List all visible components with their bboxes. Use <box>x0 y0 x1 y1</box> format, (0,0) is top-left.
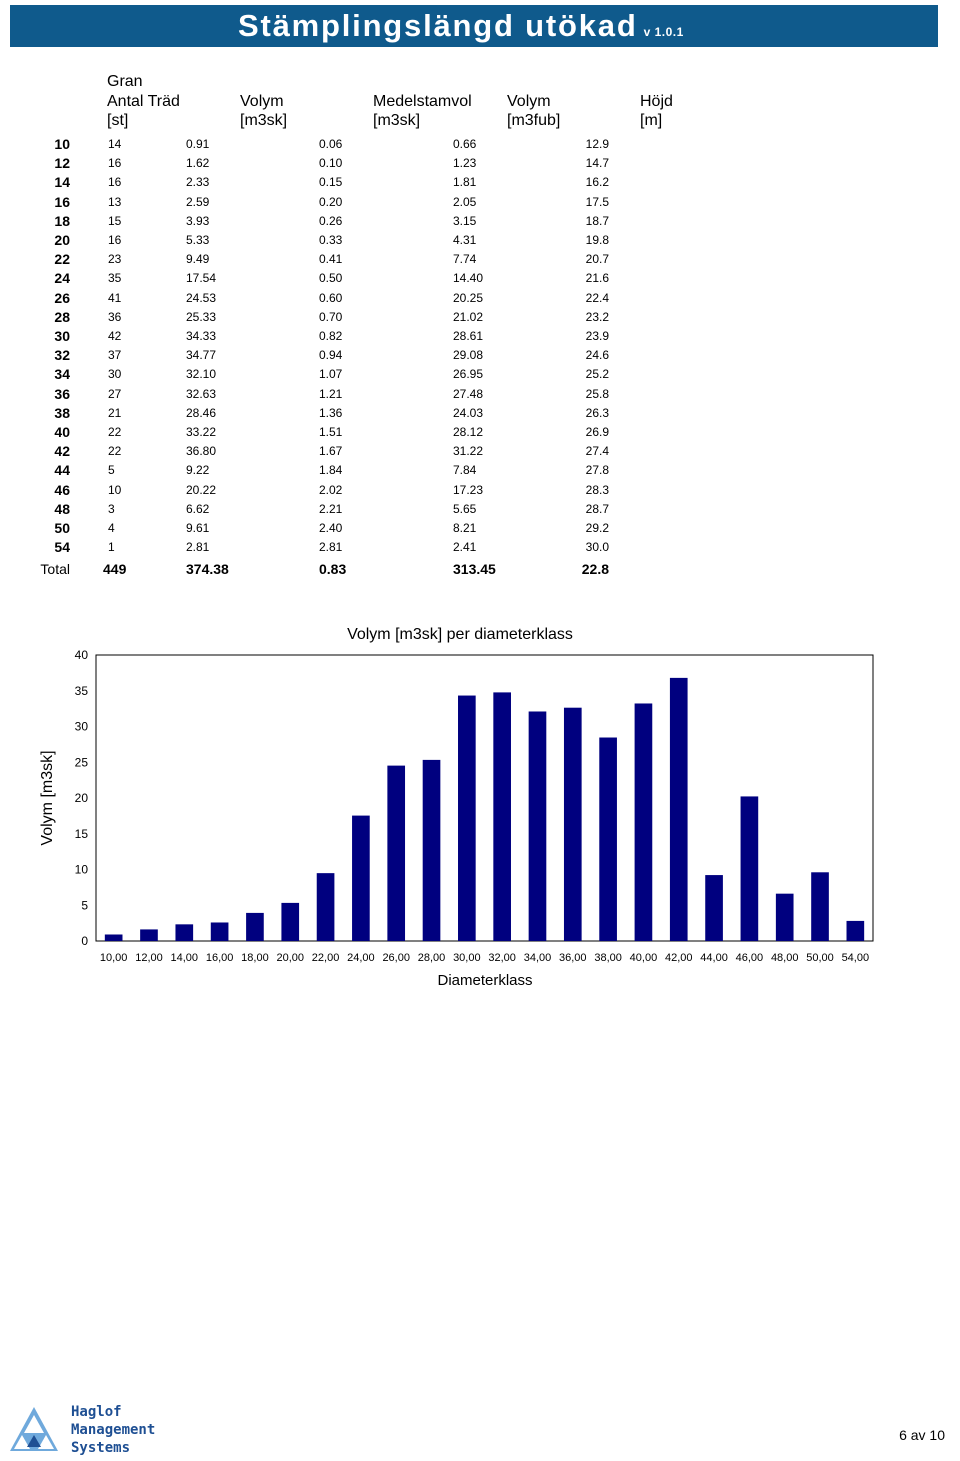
bar-22-00 <box>317 873 335 941</box>
volym-cell: 1.62 <box>186 156 210 171</box>
table-row <box>30 289 609 308</box>
brand-line-1: Haglof <box>71 1404 122 1420</box>
medelstamvol-cell: 0.82 <box>319 329 343 344</box>
volym-cell: 2.81 <box>186 540 210 555</box>
y-tick-label: 30 <box>74 719 88 734</box>
volym-fub-cell: 29.08 <box>453 348 484 363</box>
volym-cell: 32.63 <box>186 386 217 401</box>
volym-cell: 3.93 <box>186 213 210 228</box>
col-unit-hojd: [m] <box>640 112 663 129</box>
diameter-cell: 14 <box>54 174 70 191</box>
bar-14-00 <box>175 924 193 941</box>
table-row <box>30 154 609 173</box>
bar-28-00 <box>423 760 441 941</box>
volym-cell: 24.53 <box>186 290 217 305</box>
col-header-hojd: Höjd <box>640 93 673 110</box>
antal-cell: 16 <box>108 156 122 171</box>
diameter-cell: 44 <box>54 462 70 479</box>
chart-title: Volym [m3sk] per diameterklass <box>347 626 573 643</box>
hojd-cell: 24.6 <box>585 348 609 363</box>
diameter-cell: 24 <box>54 270 70 287</box>
medelstamvol-cell: 1.21 <box>319 386 343 401</box>
medelstamvol-cell: 2.21 <box>319 501 343 516</box>
brand-name <box>71 1403 155 1457</box>
hojd-cell: 16.2 <box>585 175 609 190</box>
antal-cell: 21 <box>108 405 122 420</box>
col-unit-volym: [m3sk] <box>240 112 288 129</box>
volym-cell: 6.62 <box>186 501 210 516</box>
hojd-cell: 23.9 <box>585 329 609 344</box>
medelstamvol-cell: 2.02 <box>319 482 343 497</box>
volym-cell: 9.61 <box>186 521 210 536</box>
data-table <box>30 135 609 581</box>
bar-10-00 <box>105 934 123 941</box>
x-tick-label: 48,00 <box>770 952 799 964</box>
x-tick-label: 16,00 <box>205 952 234 964</box>
bar-36-00 <box>564 708 582 941</box>
table-row <box>30 404 609 423</box>
medelstamvol-cell: 0.94 <box>319 348 343 363</box>
x-tick-label: 28,00 <box>417 952 446 964</box>
col-header-medelstamvol: Medelstamvol <box>373 93 472 110</box>
volym-fub-cell: 1.81 <box>453 175 477 190</box>
antal-cell: 4 <box>108 521 115 536</box>
hojd-cell: 14.7 <box>585 156 609 171</box>
hojd-cell: 25.8 <box>585 386 609 401</box>
volume-chart <box>0 615 960 995</box>
x-tick-label: 14,00 <box>170 952 199 964</box>
bar-48-00 <box>776 894 794 941</box>
volym-cell: 9.22 <box>186 463 210 478</box>
medelstamvol-cell: 2.81 <box>319 540 343 555</box>
y-tick-label: 40 <box>74 648 88 662</box>
table-row <box>30 385 609 404</box>
antal-cell: 3 <box>108 501 115 516</box>
bar-16-00 <box>211 922 229 941</box>
diameter-cell: 30 <box>54 328 70 345</box>
hojd-cell: 28.3 <box>585 482 609 497</box>
x-tick-label: 34,00 <box>523 952 552 964</box>
page-number: 6 av 10 <box>899 1427 945 1443</box>
medelstamvol-cell: 0.60 <box>319 290 343 305</box>
x-tick-label: 22,00 <box>311 952 340 964</box>
table-row <box>30 212 609 231</box>
volym-cell: 2.59 <box>186 194 210 209</box>
bar-30-00 <box>458 696 476 941</box>
x-tick-label: 10,00 <box>99 952 128 964</box>
volym-fub-cell: 7.84 <box>453 463 477 478</box>
report-title: Stämplingslängd utökad v 1.0.1 <box>238 8 684 43</box>
volym-fub-cell: 31.22 <box>453 444 484 459</box>
diameter-cell: 54 <box>54 539 70 556</box>
hojd-cell: 20.7 <box>585 252 609 267</box>
medelstamvol-cell: 1.84 <box>319 463 343 478</box>
volym-cell: 5.33 <box>186 233 210 248</box>
title-banner <box>10 5 938 47</box>
antal-cell: 42 <box>108 329 122 344</box>
antal-cell: 16 <box>108 233 122 248</box>
medelstamvol-cell: 0.15 <box>319 175 343 190</box>
volym-fub-cell: 20.25 <box>453 290 484 305</box>
bar-44-00 <box>705 875 723 941</box>
diameter-cell: 46 <box>54 481 70 498</box>
table-row <box>30 346 609 365</box>
x-tick-label: 30,00 <box>453 952 481 964</box>
antal-cell: 13 <box>108 194 122 209</box>
hojd-cell: 28.7 <box>585 501 609 516</box>
y-tick-label: 20 <box>74 791 88 805</box>
col-header-volym: Volym <box>240 93 284 110</box>
bar-40-00 <box>635 703 653 941</box>
table-row <box>30 308 609 327</box>
volym-cell: 34.33 <box>186 329 217 344</box>
medelstamvol-cell: 0.50 <box>319 271 343 286</box>
x-tick-label: 26,00 <box>382 952 410 964</box>
antal-cell: 37 <box>108 348 122 363</box>
diameter-cell: 18 <box>54 212 70 229</box>
diameter-cell: 10 <box>54 136 70 152</box>
diameter-cell: 28 <box>54 308 70 325</box>
medelstamvol-cell: 1.67 <box>319 444 343 459</box>
y-axis-label: Volym [m3sk] <box>39 750 56 846</box>
bar-42-00 <box>670 678 688 941</box>
table-row <box>30 423 609 442</box>
y-tick-label: 10 <box>74 862 88 877</box>
y-tick-label: 15 <box>74 826 88 841</box>
antal-cell: 35 <box>108 271 122 286</box>
diameter-cell: 50 <box>54 520 70 537</box>
hojd-cell: 27.4 <box>585 444 609 459</box>
volym-cell: 33.22 <box>186 425 217 440</box>
volym-fub-cell: 1.23 <box>453 156 477 171</box>
x-tick-label: 38,00 <box>594 952 622 964</box>
volym-cell: 28.46 <box>186 405 217 420</box>
bar-32-00 <box>493 692 511 941</box>
bar-46-00 <box>741 796 759 941</box>
volym-cell: 20.22 <box>186 482 217 497</box>
bar-50-00 <box>811 872 829 941</box>
antal-cell: 27 <box>108 386 122 401</box>
total-label: Total <box>40 561 70 578</box>
hojd-cell: 30.0 <box>585 540 609 555</box>
volym-fub-cell: 0.66 <box>453 137 477 151</box>
medelstamvol-cell: 0.70 <box>319 309 343 324</box>
col-unit-medelstamvol: [m3sk] <box>373 112 421 129</box>
antal-cell: 36 <box>108 309 122 324</box>
bar-26-00 <box>387 766 405 941</box>
volym-cell: 25.33 <box>186 309 217 324</box>
table-row <box>30 365 609 384</box>
total-row <box>30 557 609 581</box>
medelstamvol-cell: 0.41 <box>319 252 343 267</box>
table-row <box>30 269 609 288</box>
antal-cell: 10 <box>108 482 122 497</box>
x-tick-label: 20,00 <box>276 952 305 964</box>
col-unit-volym-fub: [m3fub] <box>507 112 561 129</box>
table-row <box>30 250 609 269</box>
diameter-cell: 26 <box>54 289 70 306</box>
hojd-cell: 27.8 <box>585 463 609 478</box>
table-row <box>30 135 609 154</box>
x-tick-label: 46,00 <box>735 952 764 964</box>
x-tick-label: 32,00 <box>488 952 516 964</box>
medelstamvol-cell: 1.07 <box>319 367 343 382</box>
x-tick-label: 12,00 <box>135 952 163 964</box>
y-tick-label: 25 <box>74 755 88 770</box>
volym-cell: 9.49 <box>186 252 210 267</box>
haglof-logo-icon <box>8 1405 60 1453</box>
version-label: v 1.0.1 <box>643 25 684 39</box>
volym-fub-cell: 14.40 <box>453 271 484 286</box>
table-row <box>30 173 609 192</box>
volym-fub-cell: 2.05 <box>453 194 477 209</box>
antal-cell: 22 <box>108 444 122 459</box>
volym-fub-cell: 4.31 <box>453 233 477 248</box>
total-volym-fub: 313.45 <box>453 561 496 578</box>
x-tick-label: 36,00 <box>559 952 587 964</box>
hojd-cell: 23.2 <box>585 309 609 324</box>
diameter-cell: 12 <box>54 155 70 172</box>
volym-fub-cell: 8.21 <box>453 521 477 536</box>
volym-fub-cell: 27.48 <box>453 386 484 401</box>
hojd-cell: 12.9 <box>585 137 609 151</box>
x-axis-label: Diameterklass <box>437 972 533 989</box>
volym-cell: 36.80 <box>186 444 217 459</box>
volym-cell: 2.33 <box>186 175 210 190</box>
total-volym: 374.38 <box>186 561 229 578</box>
antal-cell: 14 <box>108 137 122 151</box>
x-tick-label: 50,00 <box>806 952 834 964</box>
table-row <box>30 193 609 212</box>
bar-38-00 <box>599 738 617 941</box>
volym-cell: 17.54 <box>186 271 217 286</box>
antal-cell: 5 <box>108 463 115 478</box>
diameter-cell: 36 <box>54 385 70 402</box>
medelstamvol-cell: 0.26 <box>319 213 343 228</box>
x-tick-label: 42,00 <box>664 952 693 964</box>
table-row <box>30 500 609 519</box>
x-tick-label: 54,00 <box>841 952 870 964</box>
volym-fub-cell: 21.02 <box>453 309 484 324</box>
col-unit-antal: [st] <box>107 112 129 129</box>
col-header-antal: Antal Träd <box>107 93 180 110</box>
diameter-cell: 32 <box>54 347 70 364</box>
y-tick-label: 5 <box>81 898 88 913</box>
bar-12-00 <box>140 929 158 941</box>
volym-cell: 0.91 <box>186 137 210 151</box>
bar-34-00 <box>529 711 547 941</box>
bar-24-00 <box>352 816 370 941</box>
table-row <box>30 442 609 461</box>
diameter-cell: 16 <box>54 193 70 210</box>
col-header-volym-fub: Volym <box>507 93 551 110</box>
medelstamvol-cell: 0.10 <box>319 156 343 171</box>
table-row <box>30 327 609 346</box>
diameter-cell: 40 <box>54 424 70 441</box>
medelstamvol-cell: 2.40 <box>319 521 343 536</box>
antal-cell: 23 <box>108 252 122 267</box>
antal-cell: 30 <box>108 367 122 382</box>
volym-cell: 32.10 <box>186 367 217 382</box>
volym-fub-cell: 28.12 <box>453 425 484 440</box>
table-row <box>30 461 609 480</box>
y-tick-label: 35 <box>74 683 88 698</box>
hojd-cell: 26.9 <box>585 425 609 440</box>
table-row <box>30 538 609 557</box>
volym-fub-cell: 7.74 <box>453 252 477 267</box>
volym-fub-cell: 26.95 <box>453 367 484 382</box>
x-tick-label: 44,00 <box>700 952 728 964</box>
x-tick-label: 18,00 <box>241 952 269 964</box>
medelstamvol-cell: 0.33 <box>319 233 343 248</box>
medelstamvol-cell: 0.20 <box>319 194 343 209</box>
brand-line-3: Systems <box>71 1440 131 1456</box>
volym-fub-cell: 24.03 <box>453 405 484 420</box>
volym-fub-cell: 5.65 <box>453 501 477 516</box>
x-tick-label: 40,00 <box>629 952 658 964</box>
hojd-cell: 26.3 <box>585 405 609 420</box>
diameter-cell: 22 <box>54 251 70 268</box>
total-hojd: 22.8 <box>581 561 609 578</box>
total-medelstamvol: 0.83 <box>319 561 347 578</box>
diameter-cell: 42 <box>54 443 70 460</box>
antal-cell: 16 <box>108 175 122 190</box>
medelstamvol-cell: 1.51 <box>319 425 343 440</box>
hojd-cell: 18.7 <box>585 213 609 228</box>
antal-cell: 22 <box>108 425 122 440</box>
hojd-cell: 21.6 <box>585 271 609 286</box>
total-antal: 449 <box>103 561 127 578</box>
diameter-cell: 34 <box>54 366 70 383</box>
hojd-cell: 25.2 <box>585 367 609 382</box>
y-tick-label: 0 <box>81 934 88 948</box>
species-heading: Gran <box>107 73 143 90</box>
hojd-cell: 22.4 <box>585 290 609 305</box>
brand-line-2: Management <box>71 1422 156 1438</box>
volym-fub-cell: 3.15 <box>453 213 477 228</box>
hojd-cell: 17.5 <box>585 194 609 209</box>
antal-cell: 15 <box>108 213 122 228</box>
volym-fub-cell: 17.23 <box>453 482 484 497</box>
diameter-cell: 38 <box>54 404 70 421</box>
bar-18-00 <box>246 913 264 941</box>
medelstamvol-cell: 0.06 <box>319 137 343 151</box>
diameter-cell: 20 <box>54 232 70 249</box>
volym-fub-cell: 2.41 <box>453 540 477 555</box>
volym-fub-cell: 28.61 <box>453 329 484 344</box>
table-row <box>30 481 609 500</box>
hojd-cell: 29.2 <box>585 521 609 536</box>
table-row <box>30 519 609 538</box>
x-tick-label: 24,00 <box>347 952 375 964</box>
medelstamvol-cell: 1.36 <box>319 405 343 420</box>
bar-54-00 <box>847 921 865 941</box>
table-row <box>30 231 609 250</box>
antal-cell: 41 <box>108 290 122 305</box>
hojd-cell: 19.8 <box>585 233 609 248</box>
antal-cell: 1 <box>108 540 115 555</box>
bar-20-00 <box>281 903 299 941</box>
volym-cell: 34.77 <box>186 348 217 363</box>
diameter-cell: 48 <box>54 500 70 517</box>
